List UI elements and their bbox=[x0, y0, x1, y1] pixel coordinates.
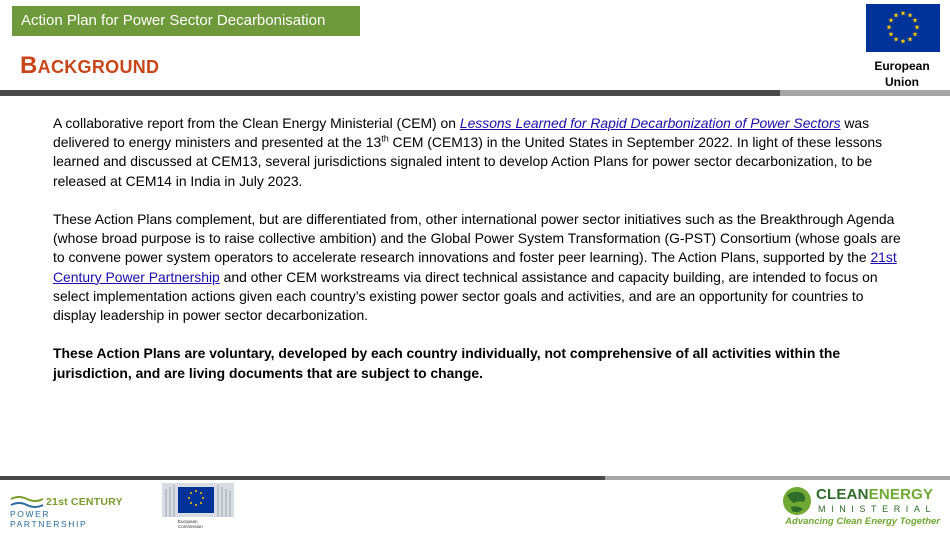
eu-flag-icon bbox=[866, 4, 940, 52]
ec-label bbox=[178, 519, 203, 529]
svg-text:★: ★ bbox=[899, 37, 907, 46]
svg-text:★: ★ bbox=[887, 16, 895, 25]
svg-text:★: ★ bbox=[885, 23, 893, 32]
partnership-wave-icon bbox=[10, 496, 44, 508]
svg-text:★: ★ bbox=[913, 23, 921, 32]
header-badge-text: Action Plan for Power Sector Decarbonisation bbox=[21, 12, 326, 29]
footer-divider bbox=[0, 476, 950, 480]
paragraph-1-intro: A collaborative report from the Clean Energy Ministerial (CEM) on bbox=[53, 115, 460, 131]
svg-text:★: ★ bbox=[892, 11, 900, 20]
eu-label-line2: Union bbox=[885, 75, 919, 89]
page-title-rest: ACKGROUND bbox=[37, 57, 160, 77]
cem-logo-clean: CLEAN bbox=[816, 486, 869, 503]
body-content bbox=[53, 114, 903, 402]
paragraph-2-end: and other CEM workstreams via direct technical assistance and capacity building, are intended to focus on select implementation actions given each country’s existing power sector goals and activities, and are an opportunity for countries to display leadership in power sector decarbonization. bbox=[53, 268, 878, 324]
cem-logo-tagline: Advancing Clean Energy Together bbox=[785, 516, 940, 527]
page-title-first-letter: B bbox=[20, 52, 38, 79]
cem-logo-energy: ENERGY bbox=[868, 486, 934, 503]
eu-label-line1: European bbox=[874, 59, 930, 73]
cem-logo-ministerial: MINISTERIAL bbox=[818, 504, 937, 514]
ec-label-line2: Commission bbox=[178, 524, 203, 529]
svg-text:★: ★ bbox=[887, 30, 895, 39]
header-divider-dark bbox=[0, 90, 780, 96]
ordinal-suffix: th bbox=[381, 133, 389, 144]
page-title bbox=[20, 52, 159, 80]
partnership-logo-top: 21st CENTURY bbox=[46, 496, 123, 508]
cem-globe-icon bbox=[782, 486, 812, 516]
footer-divider-dark bbox=[0, 476, 605, 480]
partnership-logo-bottom: POWER PARTNERSHIP bbox=[10, 509, 88, 529]
cem-logo-title bbox=[816, 486, 933, 503]
paragraph-1 bbox=[53, 114, 903, 191]
paragraph-2-intro: These Action Plans complement, but are differentiated from, other international power sector initiatives such as the Breakthrough Agenda (whose broad purpose is to raise collective ambition) and the Global Power System Transformation (G-PST) Consortium (whose goals are to convene power system operators to accelerate research innovations and foster peer learning). The Action Plans, supported by the bbox=[53, 211, 901, 266]
clean-energy-ministerial-logo bbox=[782, 484, 944, 530]
paragraph-3-disclaimer: These Action Plans are voluntary, developed by each country individually, not comprehensive of all activities within the jurisdiction, and are living documents that are subject to change. bbox=[53, 345, 841, 381]
header-divider-light bbox=[780, 90, 950, 96]
header-badge bbox=[12, 6, 360, 36]
paragraph-1-end: CEM (CEM13) in the United States in September 2022. In light of these lessons learned and discussed at CEM13, several jurisdictions signaled intent to develop Action Plans for power sector decarbonization, to be released at CEM14 in India in July 2023. bbox=[53, 134, 883, 189]
svg-text:★: ★ bbox=[911, 16, 919, 25]
eu-label bbox=[862, 58, 942, 90]
european-commission-logo bbox=[162, 483, 234, 533]
svg-text:★: ★ bbox=[899, 9, 907, 18]
header-divider bbox=[0, 90, 950, 96]
paragraph-2 bbox=[53, 210, 903, 325]
paragraph-1-middle: was delivered to energy ministers and presented at the 13 bbox=[53, 115, 870, 151]
svg-text:★: ★ bbox=[911, 30, 919, 39]
svg-text:★: ★ bbox=[892, 35, 900, 44]
power-partnership-logo bbox=[10, 496, 130, 529]
svg-text:★: ★ bbox=[906, 35, 914, 44]
svg-text:★: ★ bbox=[906, 11, 914, 20]
footer-divider-light bbox=[605, 476, 950, 480]
ec-label-line1: European bbox=[178, 519, 198, 524]
lessons-learned-report-link[interactable]: Lessons Learned for Rapid Decarbonization of Power Sectors bbox=[459, 115, 841, 131]
power-partnership-link[interactable]: 21st Century Power Partnership bbox=[53, 249, 897, 285]
